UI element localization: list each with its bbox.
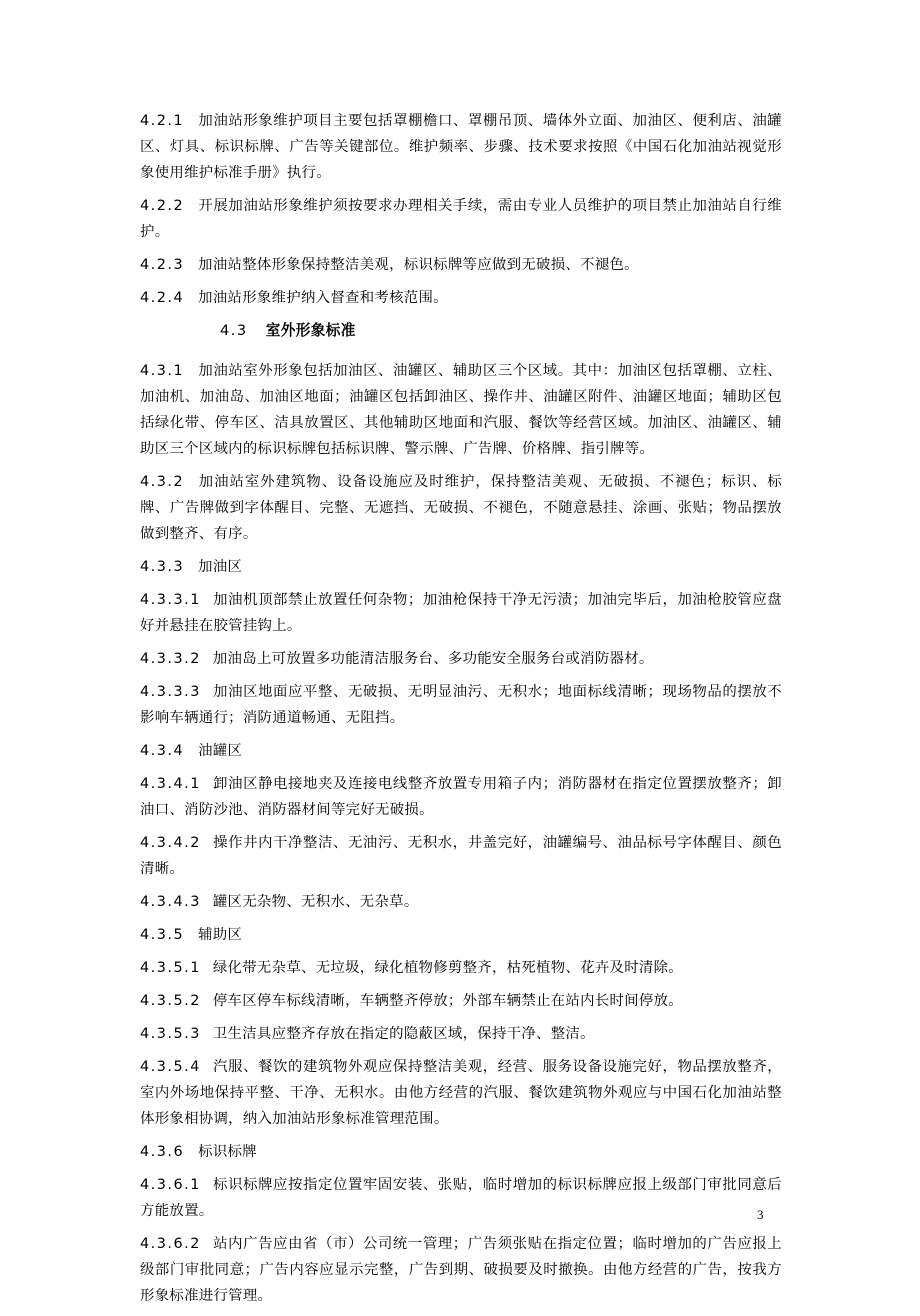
document-body <box>140 108 782 1316</box>
clause-text: 加油站室外建筑物、设备设施应及时维护，保持整洁美观、无破损、不褪色；标识、标牌、广告牌做到字体醒目、完整、无遮挡、无破损、不褪色，不随意悬挂、涂画、张贴；物品摆放做到整齐、有序。 <box>140 474 782 542</box>
page-number: 3 <box>757 1207 764 1222</box>
clause-number: 4.3.6 <box>140 1144 185 1160</box>
clause-4-3-3-1 <box>140 587 782 639</box>
clause-4-3-3-2 <box>140 646 782 672</box>
clause-text: 加油站室外形象包括加油区、油罐区、辅助区三个区域。其中：加油区包括罩棚、立柱、加油机、加油岛、加油区地面；油罐区包括卸油区、操作井、油罐区附件、油罐区地面；辅助区包括绿化带、停车区、洁具放置区、其他辅助区地面和汽服、餐饮等经营区域。加油区、油罐区、辅助区三个区域内的标识标牌包括标识牌、警示牌、广告牌、价格牌、指引牌等。 <box>140 363 782 457</box>
clause-number: 4.3.5.4 <box>140 1059 201 1075</box>
clause-number: 4.2.3 <box>140 257 185 273</box>
subsection-title: 辅助区 <box>198 927 243 943</box>
clause-number: 4.3.3.3 <box>140 684 201 700</box>
clause-4-3-5-4 <box>140 1054 782 1132</box>
clause-4-3-4-2 <box>140 830 782 882</box>
clause-text: 加油区地面应平整、无破损、无明显油污、无积水；地面标线清晰；现场物品的摆放不影响车辆通行；消防通道畅通、无阻挡。 <box>140 684 782 726</box>
clause-4-3-5-2 <box>140 988 782 1014</box>
clause-4-3-2 <box>140 469 782 547</box>
clause-number: 4.2.1 <box>140 113 185 129</box>
clause-text: 绿化带无杂草、无垃圾，绿化植物修剪整齐，枯死植物、花卉及时清除。 <box>212 960 683 976</box>
clause-4-3-6-2 <box>140 1231 782 1309</box>
clause-text: 加油站整体形象保持整洁美观，标识标牌等应做到无破损、不褪色。 <box>198 257 639 273</box>
clause-number: 4.3.4.3 <box>140 894 201 910</box>
clause-number: 4.2.4 <box>140 290 185 306</box>
clause-4-2-3 <box>140 252 782 278</box>
subsection-title: 油罐区 <box>198 743 243 759</box>
clause-4-2-1 <box>140 108 782 186</box>
clause-text: 操作井内干净整洁、无油污、无积水，井盖完好，油罐编号、油品标号字体醒目、颜色清晰。 <box>140 835 782 877</box>
section-title: 室外形象标准 <box>265 322 356 339</box>
clause-text: 卸油区静电接地夹及连接电线整齐放置专用箱子内；消防器材在指定位置摆放整齐；卸油口、消防沙池、消防器材间等完好无破损。 <box>140 776 782 818</box>
clause-number: 4.3.3 <box>140 559 185 575</box>
clause-number: 4.3.6.2 <box>140 1236 201 1252</box>
clause-4-3-4-3 <box>140 889 782 915</box>
clause-4-3-1 <box>140 358 782 462</box>
clause-4-3-5-3 <box>140 1021 782 1047</box>
clause-text: 加油站形象维护纳入督查和考核范围。 <box>198 290 448 306</box>
clause-number: 4.3.4.2 <box>140 835 201 851</box>
section-heading-4-3 <box>140 318 782 344</box>
subsection-4-3-5 <box>140 922 782 948</box>
clause-number: 4.3.5 <box>140 927 185 943</box>
clause-number: 4.3.5.3 <box>140 1026 201 1042</box>
clause-text: 加油机顶部禁止放置任何杂物；加油枪保持干净无污渍；加油完毕后，加油枪胶管应盘好并悬挂在胶管挂钩上。 <box>140 592 782 634</box>
clause-text: 加油岛上可放置多功能清洁服务台、多功能安全服务台或消防器材。 <box>212 651 654 667</box>
clause-number: 4.3.4 <box>140 743 185 759</box>
clause-text: 卫生洁具应整齐存放在指定的隐蔽区域，保持干净、整洁。 <box>212 1026 595 1042</box>
clause-number: 4.3.3.1 <box>140 592 201 608</box>
clause-text: 罐区无杂物、无积水、无杂草。 <box>212 894 419 910</box>
clause-text: 站内广告应由省（市）公司统一管理；广告须张贴在指定位置；临时增加的广告应报上级部门审批同意；广告内容应显示完整，广告到期、破损要及时撤换。由他方经营的广告，按我方形象标准进行管理。 <box>140 1236 782 1304</box>
clause-number: 4.3.6.1 <box>140 1177 201 1193</box>
clause-4-3-4-1 <box>140 771 782 823</box>
clause-number: 4.3.2 <box>140 474 185 490</box>
clause-number: 4.3.4.1 <box>140 776 201 792</box>
clause-number: 4.3.1 <box>140 363 185 379</box>
clause-text: 汽服、餐饮的建筑物外观应保持整洁美观，经营、服务设备设施完好，物品摆放整齐，室内外场地保持平整、干净、无积水。由他方经营的汽服、餐饮建筑物外观应与中国石化加油站整体形象相协调，纳入加油站形象标准管理范围。 <box>140 1059 782 1127</box>
section-number: 4.3 <box>220 322 248 339</box>
subsection-4-3-3 <box>140 554 782 580</box>
clause-number: 4.2.2 <box>140 198 185 214</box>
subsection-4-3-4 <box>140 738 782 764</box>
clause-number: 4.3.3.2 <box>140 651 201 667</box>
clause-4-3-5-1 <box>140 955 782 981</box>
subsection-title: 加油区 <box>198 559 243 575</box>
clause-number: 4.3.5.2 <box>140 993 201 1009</box>
clause-4-2-4 <box>140 285 782 311</box>
clause-text: 标识标牌应按指定位置牢固安装、张贴，临时增加的标识标牌应报上级部门审批同意后方能放置。 <box>140 1177 782 1219</box>
subsection-4-3-6 <box>140 1139 782 1165</box>
clause-4-3-6-1 <box>140 1172 782 1224</box>
clause-number: 4.3.5.1 <box>140 960 201 976</box>
clause-text: 停车区停车标线清晰，车辆整齐停放；外部车辆禁止在站内长时间停放。 <box>212 993 683 1009</box>
clause-text: 加油站形象维护项目主要包括罩棚檐口、罩棚吊顶、墙体外立面、加油区、便利店、油罐区、灯具、标识标牌、广告等关键部位。维护频率、步骤、技术要求按照《中国石化加油站视觉形象使用维护标准手册》执行。 <box>140 113 782 181</box>
clause-4-2-2 <box>140 193 782 245</box>
clause-text: 开展加油站形象维护须按要求办理相关手续，需由专业人员维护的项目禁止加油站自行维护。 <box>140 198 782 240</box>
clause-4-3-3-3 <box>140 679 782 731</box>
subsection-title: 标识标牌 <box>198 1144 257 1160</box>
